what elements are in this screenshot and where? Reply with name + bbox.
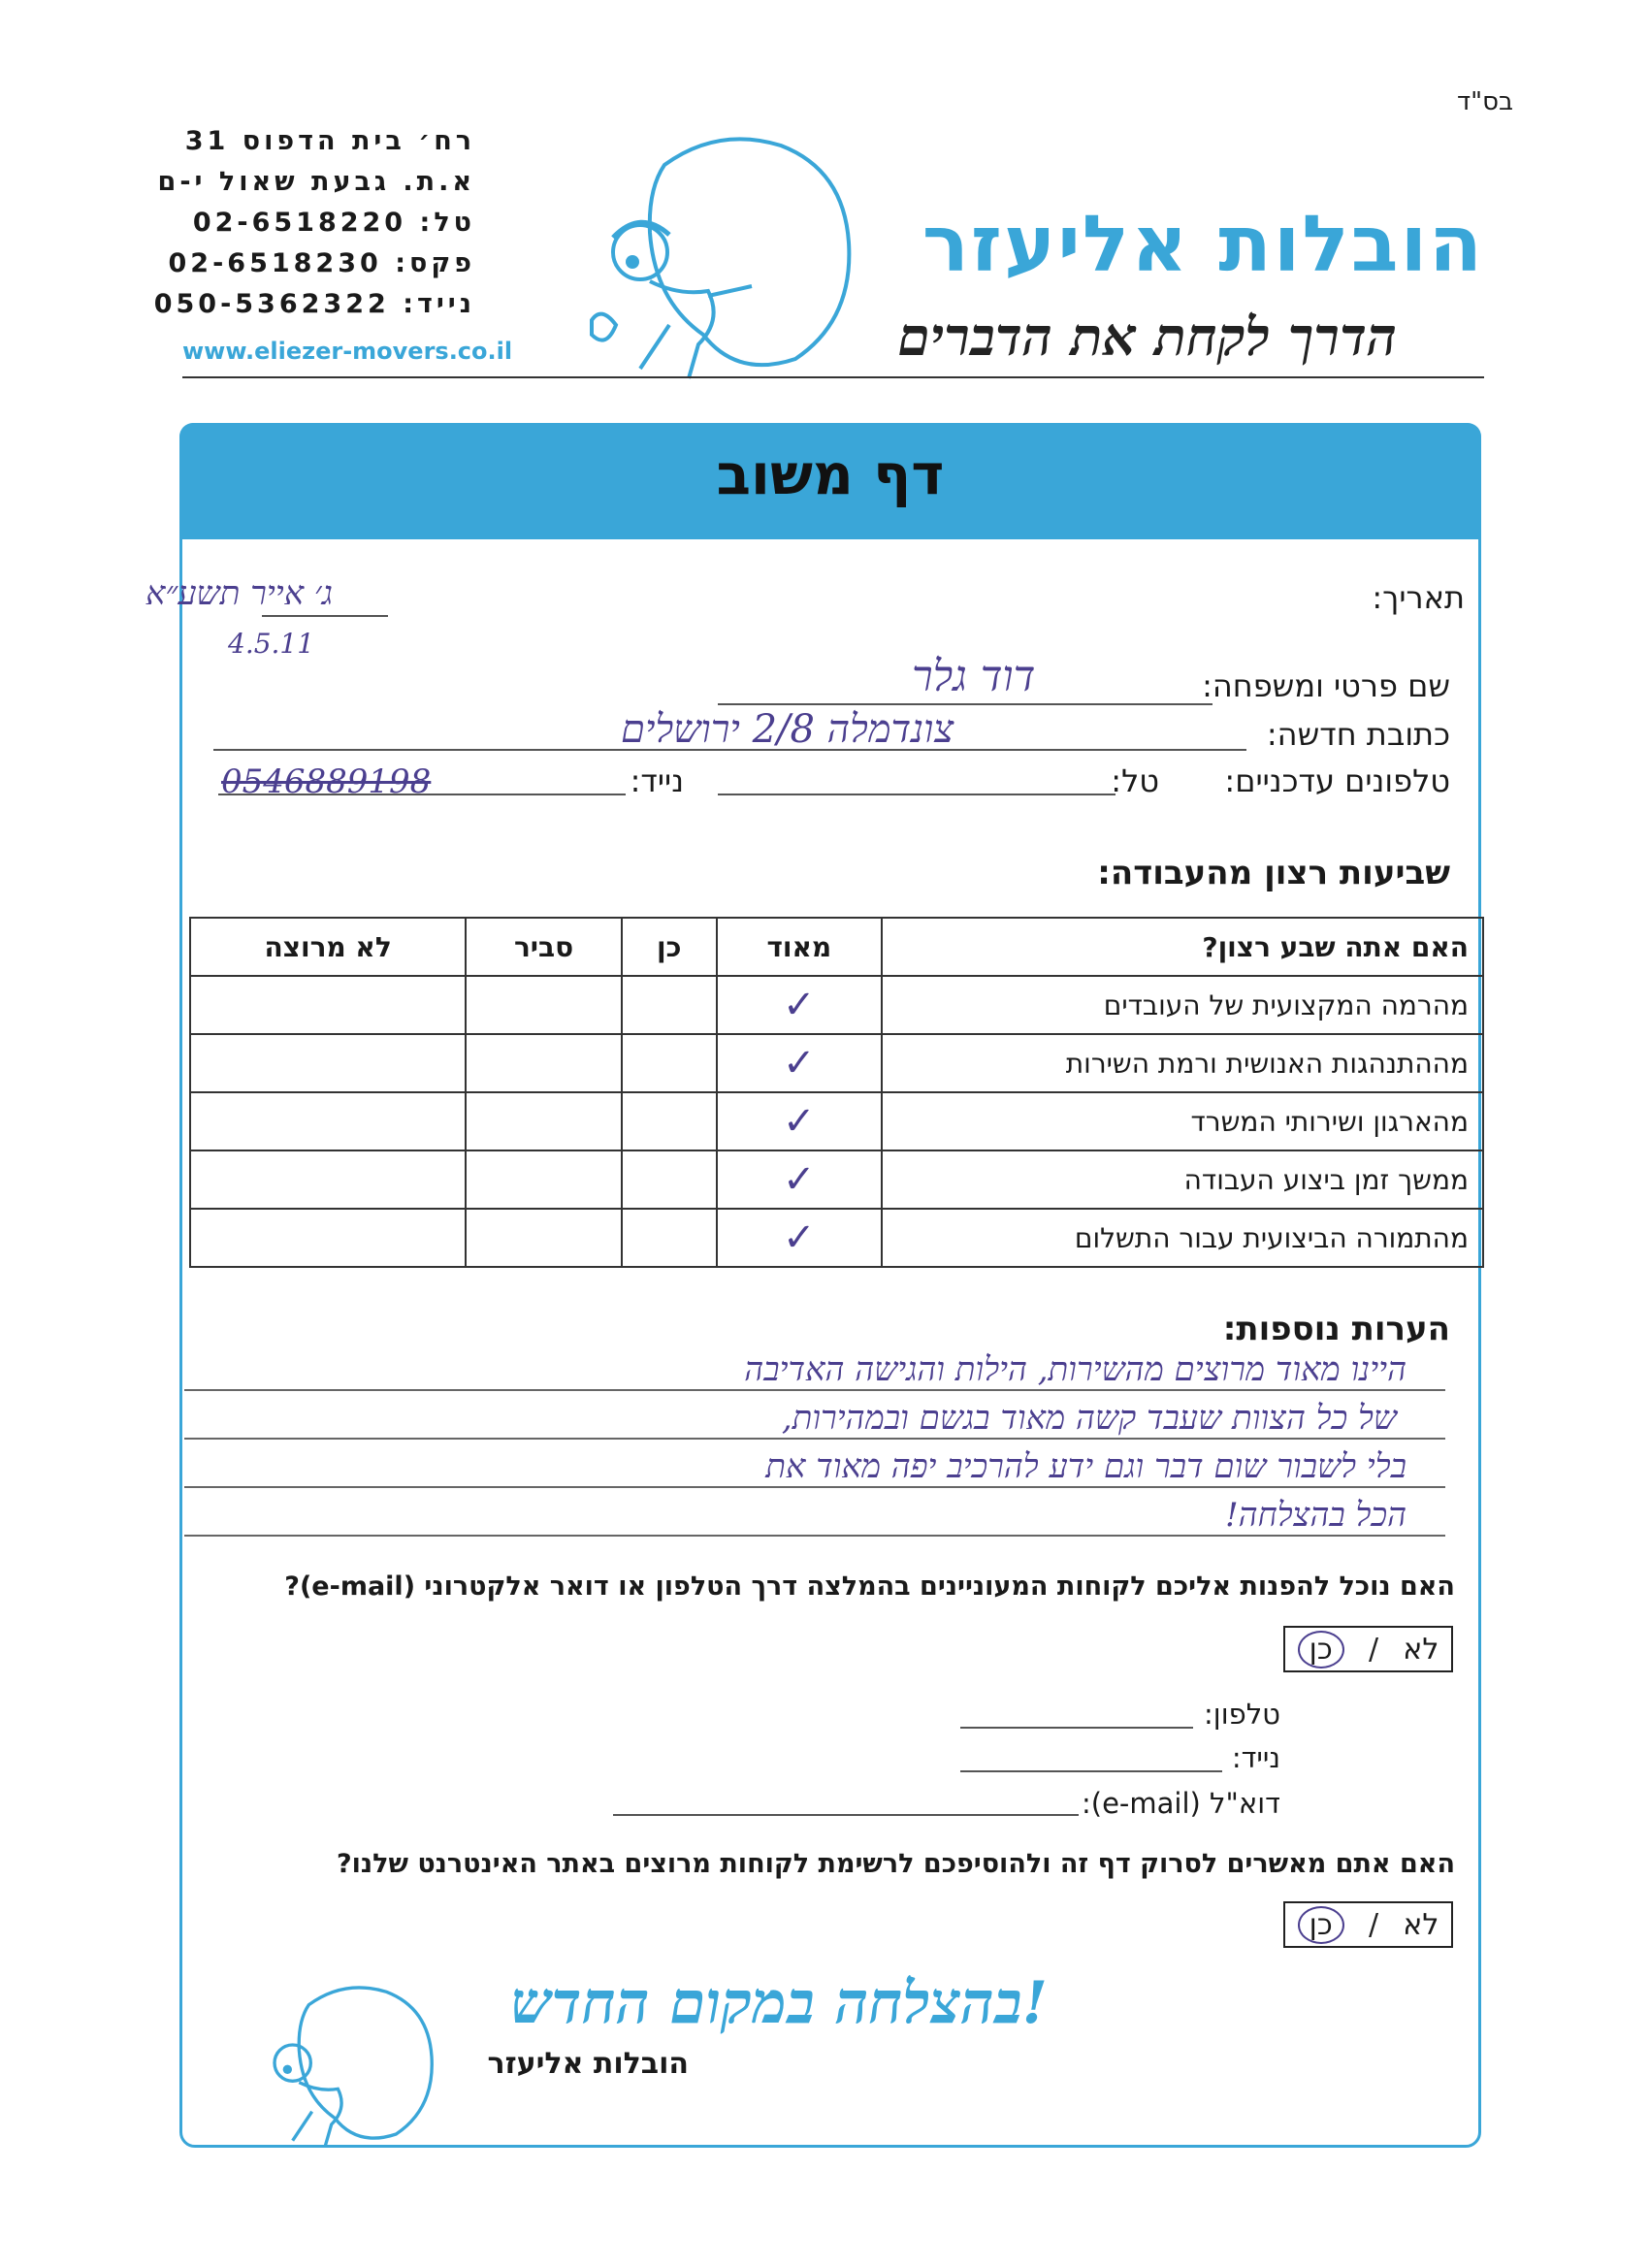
bsd-mark: בס"ד (1456, 87, 1513, 116)
footer-company-name: הובלות אליעזר (487, 2047, 689, 2081)
empty-cell[interactable] (466, 1150, 622, 1209)
table-row (190, 1092, 1483, 1150)
comment-line (184, 1389, 1445, 1391)
empty-cell[interactable] (466, 976, 622, 1034)
mobile-value[interactable]: 0546889198 (221, 762, 432, 801)
mobile-label-form: נייד: (630, 762, 684, 799)
mobile-label: נייד: (403, 289, 475, 319)
comment-line (184, 1438, 1445, 1440)
comment-text-line[interactable]: הכל בהצלחה! (1225, 1496, 1406, 1535)
mobile-line (154, 289, 475, 319)
checkmark-cell[interactable]: ✓ (717, 976, 882, 1034)
empty-cell[interactable] (190, 1209, 466, 1267)
empty-cell[interactable] (190, 976, 466, 1034)
checkmark-cell[interactable]: ✓ (717, 1209, 882, 1267)
publish-no-option[interactable]: לא (1403, 1907, 1439, 1942)
mover-mascot-icon (572, 126, 863, 388)
column-header: סביר (466, 918, 622, 976)
referral-mobile-line[interactable] (960, 1770, 1222, 1772)
address-line: רח׳ בית הדפוס 31 (184, 126, 475, 156)
referral-mobile-label: נייד: (1231, 1741, 1280, 1774)
row-question: מההתנהגות האנושית ורמת השירות (882, 1034, 1483, 1092)
area-line: א.ת. גבעת שאול י-ם (157, 167, 475, 197)
satisfaction-table (189, 917, 1484, 1268)
referral-yes-option[interactable]: כן (1298, 1631, 1344, 1669)
date-value[interactable]: ג׳ אייר תשע״א (146, 574, 333, 613)
slash-divider: / (1368, 1632, 1379, 1667)
phone-line (193, 208, 475, 238)
publish-yes-option[interactable]: כן (1298, 1906, 1344, 1944)
empty-cell[interactable] (466, 1209, 622, 1267)
phone-number: 02-6518220 (192, 208, 407, 238)
checkmark-cell[interactable]: ✓ (717, 1034, 882, 1092)
footer-wish: !בהצלחה במקום החדש (509, 1969, 1048, 2037)
column-header: האם אתה שבע רצון? (882, 918, 1483, 976)
empty-cell[interactable] (466, 1092, 622, 1150)
phones-label: טלפונים עדכניים: (1224, 762, 1450, 799)
referral-question: האם נוכל להפנות אליכם לקוחות המעוניינים בהמלצה דרך הטלפון או דואר אלקטרוני (e-mail)? (284, 1571, 1455, 1602)
table-row (190, 1209, 1483, 1267)
satisfaction-title: שביעות רצון מהעבודה: (1097, 854, 1450, 892)
row-question: מהארגון ושירותי המשרד (882, 1092, 1483, 1150)
referral-email-line[interactable] (613, 1814, 1079, 1816)
checkmark-cell[interactable]: ✓ (717, 1150, 882, 1209)
publish-question: האם אתם מאשרים לסרוק דף זה ולהוסיפכם לרשימת לקוחות מרוצים באתר האינטרנט שלנו? (336, 1849, 1455, 1879)
comment-line (184, 1486, 1445, 1488)
empty-cell[interactable] (190, 1034, 466, 1092)
date-value-gregorian[interactable]: 4.5.11 (228, 628, 315, 660)
new-address-value[interactable]: צונדמלה 2/8 ירושלים (621, 707, 954, 752)
empty-cell[interactable] (622, 1092, 717, 1150)
comment-text-line[interactable]: היינו מאוד מרוצים מהשירות, הילות והגישה האדיבה (744, 1350, 1406, 1389)
column-header: לא מרוצה (190, 918, 466, 976)
table-header-row (190, 918, 1483, 976)
tel-line (718, 794, 1116, 795)
table-row (190, 976, 1483, 1034)
referral-phone-line[interactable] (960, 1727, 1193, 1729)
empty-cell[interactable] (622, 1150, 717, 1209)
comment-text-line[interactable]: בלי לשבור שום דבר וגם ידע להרכיב יפה מאוד את (765, 1447, 1406, 1486)
empty-cell[interactable] (190, 1150, 466, 1209)
comment-line (184, 1535, 1445, 1537)
empty-cell[interactable] (466, 1034, 622, 1092)
slash-divider: / (1368, 1907, 1379, 1942)
name-label: שם פרטי ומשפחה: (1202, 667, 1450, 704)
column-header: כן (622, 918, 717, 976)
comment-text-line[interactable]: של כל הצוות שעבד קשה מאוד בגשם ובמהירות, (781, 1399, 1397, 1438)
referral-no-option[interactable]: לא (1403, 1632, 1439, 1667)
column-header: מאוד (717, 918, 882, 976)
empty-cell[interactable] (622, 976, 717, 1034)
date-label: תאריך: (1372, 579, 1465, 616)
tel-label: טל: (1111, 762, 1159, 799)
referral-email-label: דוא"ל (e-mail): (1081, 1787, 1280, 1820)
row-question: ממשך זמן ביצוע העבודה (882, 1150, 1483, 1209)
mover-mascot-small-icon (247, 1979, 441, 2154)
fax-number: 02-6518230 (168, 248, 382, 278)
comments-title: הערות נוספות: (1222, 1310, 1450, 1348)
mobile-number: 050-5362322 (153, 289, 390, 319)
website-link[interactable]: www.eliezer-movers.co.il (182, 338, 513, 365)
empty-cell[interactable] (622, 1034, 717, 1092)
row-question: מהרמה המקצועית של העובדים (882, 976, 1483, 1034)
table-row (190, 1034, 1483, 1092)
fax-label: פקס: (395, 248, 475, 278)
referral-yes-no (1283, 1626, 1453, 1672)
row-question: מהתמורה הביצועית עבור התשלום (882, 1209, 1483, 1267)
company-title: הובלות אליעזר (922, 199, 1484, 289)
company-slogan: הדרך לקחת את הדברים (897, 306, 1397, 368)
phone-label: טל: (419, 208, 475, 238)
table-row (190, 1150, 1483, 1209)
date-line (262, 615, 388, 617)
empty-cell[interactable] (622, 1209, 717, 1267)
form-title: דף משוב (716, 441, 945, 507)
checkmark-cell[interactable]: ✓ (717, 1092, 882, 1150)
referral-phone-label: טלפון: (1204, 1698, 1280, 1731)
new-address-label: כתובת חדשה: (1266, 716, 1450, 753)
fax-line (169, 248, 476, 278)
empty-cell[interactable] (190, 1092, 466, 1150)
header-divider (182, 376, 1484, 378)
name-value[interactable]: דוד גלר (912, 652, 1036, 701)
publish-yes-no (1283, 1901, 1453, 1948)
name-line (718, 703, 1212, 705)
